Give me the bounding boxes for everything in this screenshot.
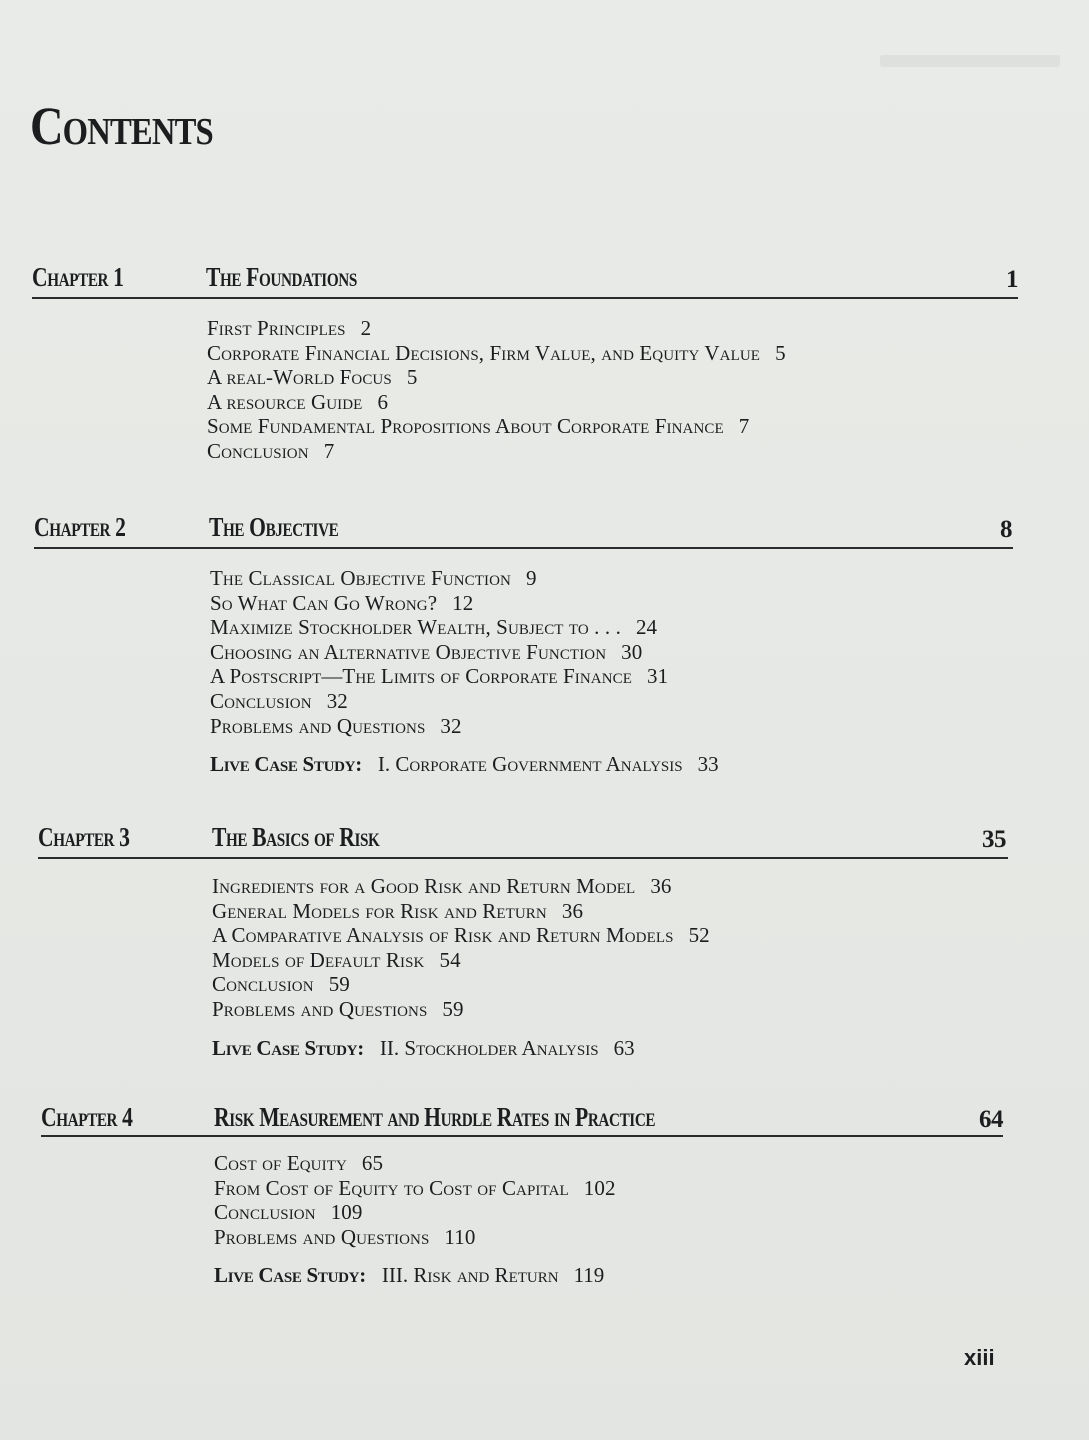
chapter-rule <box>41 1135 1003 1137</box>
toc-entry[interactable]: A real-World Focus 5 <box>207 365 418 390</box>
chapter-label: Chapter 3 <box>38 822 130 852</box>
chapter-heading <box>0 262 1089 298</box>
chapter-label: Chapter 4 <box>41 1102 133 1132</box>
toc-entry[interactable]: From Cost of Equity to Cost of Capital 102 <box>214 1175 616 1200</box>
case-label: Live Case Study: <box>212 1035 364 1060</box>
chapter-page-number: 35 <box>982 826 1006 853</box>
toc-entry[interactable]: The Classical Objective Function 9 <box>210 566 537 590</box>
toc-entry[interactable]: Conclusion 109 <box>214 1200 363 1225</box>
toc-entry[interactable]: Problems and Questions 110 <box>214 1224 476 1249</box>
chapter-rule <box>38 857 1008 859</box>
case-label: Live Case Study: <box>210 752 362 777</box>
chapter-title[interactable]: The Foundations <box>206 262 357 292</box>
chapter-1 <box>0 262 1089 463</box>
chapter-rule <box>32 297 1018 299</box>
toc-entry[interactable]: A Comparative Analysis of Risk and Return Models 52 <box>212 923 710 948</box>
page-number-folio: xiii <box>964 1345 995 1370</box>
chapter-4 <box>0 1102 1089 1288</box>
toc-entry[interactable]: Models of Default Risk 54 <box>212 947 461 972</box>
toc-entry[interactable]: So What Can Go Wrong? 12 <box>210 590 474 615</box>
chapter-label: Chapter 1 <box>32 262 124 292</box>
chapter-heading <box>0 1102 1089 1138</box>
chapter-page-number: 1 <box>1006 266 1018 293</box>
toc-entry[interactable]: Ingredients for a Good Risk and Return Model 36 <box>212 874 672 898</box>
toc-entry[interactable]: First Principles 2 <box>207 316 372 340</box>
chapter-label: Chapter 2 <box>34 512 126 542</box>
entry-list <box>214 1151 616 1288</box>
toc-entry[interactable]: Conclusion 32 <box>210 688 348 713</box>
chapter-2 <box>0 512 1089 777</box>
toc-entry[interactable]: Conclusion 7 <box>207 438 335 463</box>
bleed-through-text <box>880 55 1060 67</box>
chapter-rule <box>34 547 1013 549</box>
chapter-title[interactable]: Risk Measurement and Hurdle Rates in Practice <box>214 1102 656 1132</box>
entry-list <box>207 316 786 464</box>
toc-entry[interactable]: Some Fundamental Propositions About Corporate Finance 7 <box>207 414 750 439</box>
chapter-page-number: 64 <box>979 1106 1003 1133</box>
entry-list <box>212 874 710 1061</box>
toc-entry[interactable]: Choosing an Alternative Objective Function 30 <box>210 639 643 664</box>
chapter-page-number: 8 <box>1000 516 1012 543</box>
live-case-study-entry[interactable]: Live Case Study: II. Stockholder Analysis 63 <box>212 1035 635 1060</box>
toc-entry[interactable]: Maximize Stockholder Wealth, Subject to . . . 24 <box>210 615 658 640</box>
chapter-title[interactable]: The Objective <box>209 512 339 542</box>
toc-entry[interactable]: Corporate Financial Decisions, Firm Value, and Equity Value 5 <box>207 340 786 365</box>
entry-list <box>210 566 719 777</box>
chapter-3 <box>0 822 1089 1060</box>
chapter-heading <box>0 512 1089 548</box>
chapter-title[interactable]: The Basics of Risk <box>212 822 380 852</box>
toc-entry[interactable]: A resource Guide 6 <box>207 389 389 414</box>
chapter-heading <box>0 822 1089 858</box>
toc-entry[interactable]: Problems and Questions 32 <box>210 713 462 738</box>
toc-entry[interactable]: Problems and Questions 59 <box>212 996 464 1021</box>
toc-entry[interactable]: Conclusion 59 <box>212 972 350 997</box>
live-case-study-entry[interactable]: Live Case Study: III. Risk and Return 119 <box>214 1263 605 1288</box>
live-case-study-entry[interactable]: Live Case Study: I. Corporate Government Analysis 33 <box>210 752 719 777</box>
toc-entry[interactable]: A Postscript—The Limits of Corporate Finance 31 <box>210 664 669 689</box>
toc-entry[interactable]: Cost of Equity 65 <box>214 1151 384 1175</box>
toc-entry[interactable]: General Models for Risk and Return 36 <box>212 898 584 923</box>
case-label: Live Case Study: <box>214 1263 366 1288</box>
page-title: Contents <box>30 96 213 156</box>
